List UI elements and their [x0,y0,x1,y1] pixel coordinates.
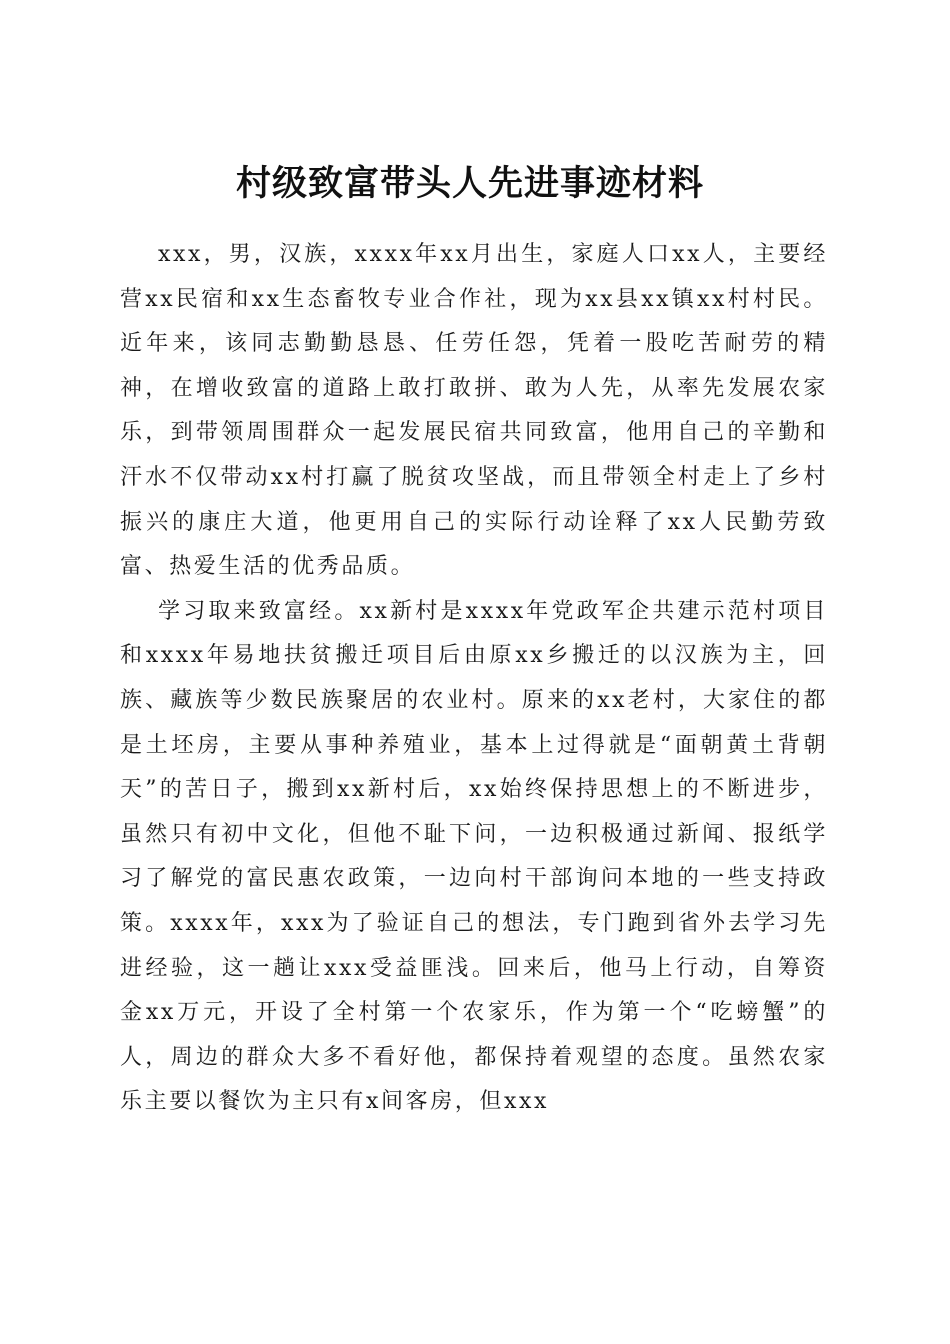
document-title: 村级致富带头人先进事迹材料 [235,163,704,205]
document-body [120,233,828,1125]
paragraph-learning: 学习取来致富经。xx新村是xxxx年党政军企共建示范村项目和xxxx年易地扶贫搬迁项目后由原xx乡搬迁的以汉族为主，回族、藏族等少数民族聚居的农业村。原来的xx老村，大家住的都是土坯房，主要从事种养殖业，基本上过得就是“面朝黄土背朝天”的苦日子，搬到xx新村后，xx始终保持思想上的不断进步，虽然只有初中文化，但他不耻下问，一边积极通过新闻、报纸学习了解党的富民惠农政策，一边向村干部询问本地的一些支持政策。xxxx年，xxx为了验证自己的想法，专门跑到省外去学习先进经验，这一趟让xxx受益匪浅。回来后，他马上行动，自筹资金xx万元，开设了全村第一个农家乐，作为第一个“吃螃蟹”的人，周边的群众大多不看好他，都保持着观望的态度。虽然农家乐主要以餐饮为主只有x间客房，但xxx [120,598,828,1115]
paragraph-intro: xxx，男，汉族，xxxx年xx月出生，家庭人口xx人，主要经营xx民宿和xx生态畜牧专业合作社，现为xx县xx镇xx村村民。近年来，该同志勤勤恳恳、任劳任怨，凭着一股吃苦耐劳的精神，在增收致富的道路上敢打敢拼、敢为人先，从率先发展农家乐，到带领周围群众一起发展民宿共同致富，他用自己的辛勤和汗水不仅带动xx村打赢了脱贫攻坚战，而且带领全村走上了乡村振兴的康庄大道，他更用自己的实际行动诠释了xx人民勤劳致富、热爱生活的优秀品质。 [120,242,828,580]
